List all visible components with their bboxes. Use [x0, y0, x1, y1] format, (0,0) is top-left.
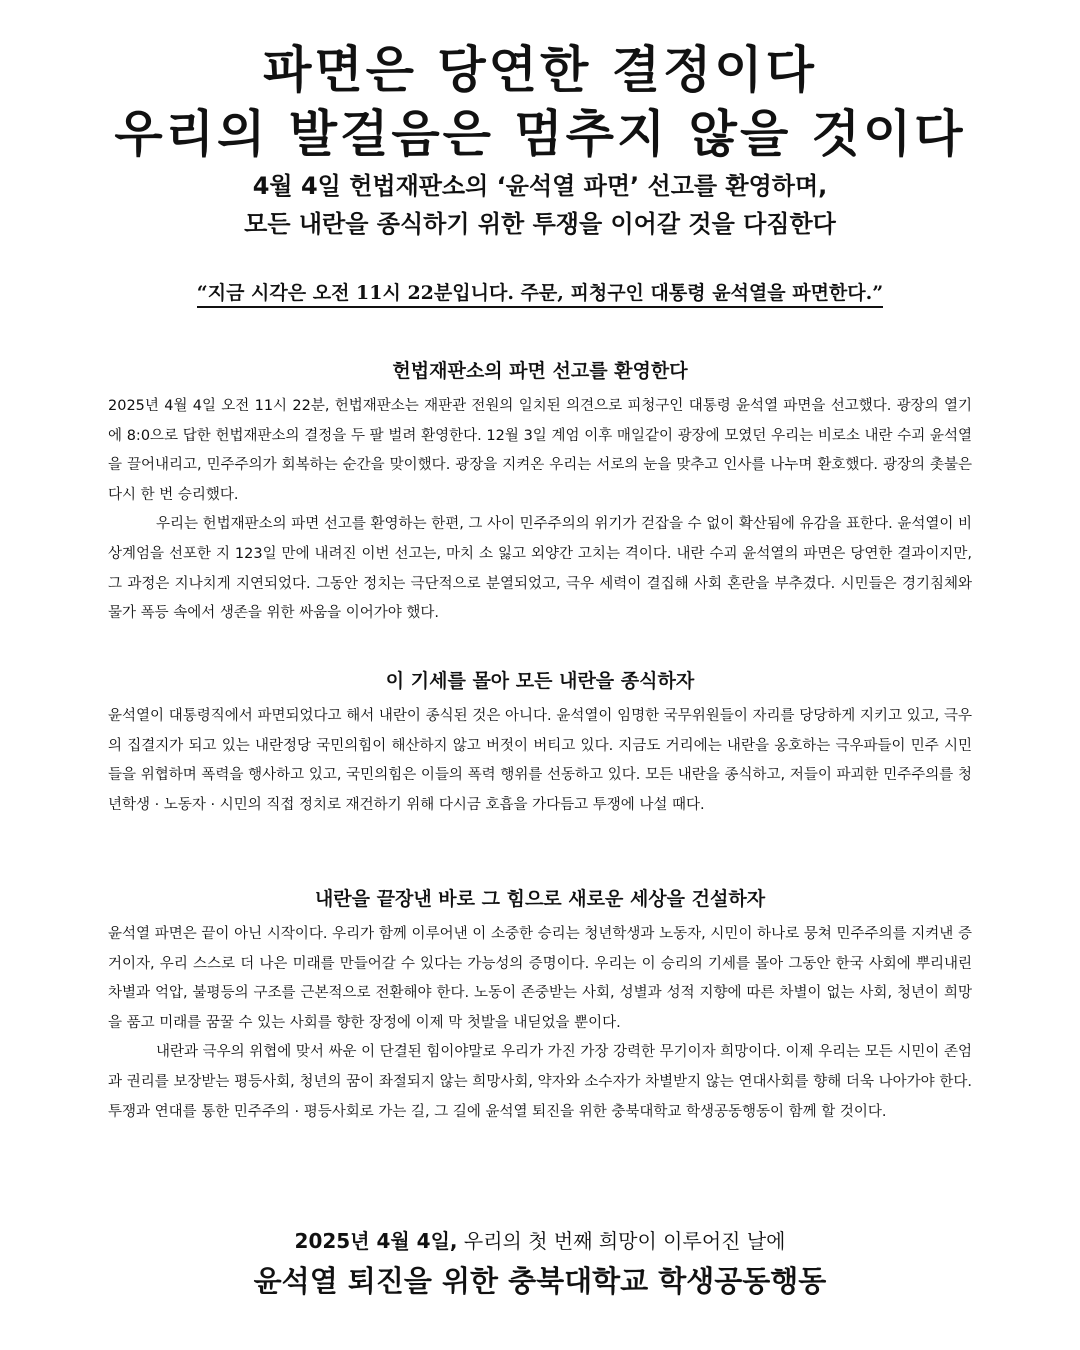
section-end-insurrection [108, 668, 972, 820]
section-heading: 헌법재판소의 파면 선고를 환영한다 [392, 360, 688, 382]
footer-organization: 윤석열 퇴진을 위한 충북대학교 학생공동행동 [253, 1264, 827, 1298]
section-new-world [108, 886, 972, 1127]
footer-date-rest: 우리의 첫 번째 희망이 이루어진 날에 [457, 1229, 786, 1253]
section-paragraph: 내란과 극우의 위협에 맞서 싸운 이 단결된 힘이야말로 우리가 가진 가장 강력한 무기이자 희망이다. 이제 우리는 모든 시민이 존엄과 권리를 보장받는 평등사회, 청년의 꿈이 좌절되지 않는 희망사회, 약자와 소수자가 차별받지 않는 연대사회를 향해 더욱 나아가야 한다. 투쟁과 연대를 통한 민주주의 · 평등사회로 가는 길, 그 길에 윤석열 퇴진을 위한 충북대학교 학생공동행동이 함께 할 것이다. [108, 1044, 972, 1120]
footer-date: 2025년 4월 4일, [294, 1229, 458, 1253]
section-heading: 이 기세를 몰아 모든 내란을 종식하자 [385, 670, 695, 692]
verdict-quote-text: “지금 시각은 오전 11시 22분입니다. 주문, 피청구인 대통령 윤석열을 파면한다.” [197, 282, 883, 308]
subtitle-line-1: 4월 4일 헌법재판소의 ‘윤석열 파면’ 선고를 환영하며, [252, 172, 828, 200]
section-heading: 내란을 끝장낸 바로 그 힘으로 새로운 세상을 건설하자 [314, 888, 766, 910]
section-welcome-verdict [108, 358, 972, 629]
main-title-line-2: 우리의 발걸음은 멈추지 않을 것이다 [114, 105, 966, 163]
section-paragraph: 우리는 헌법재판소의 파면 선고를 환영하는 한편, 그 사이 민주주의의 위기가 걷잡을 수 없이 확산됨에 유감을 표한다. 윤석열이 비상계엄을 선포한 지 123일 만에 내려진 이번 선고는, 마치 소 잃고 외양간 고치는 격이다. 내란 수괴 윤석열의 파면은 당연한 결과이지만, 그 과정은 지나치게 지연되었다. 그동안 정치는 극단적으로 분열되었고, 극우 세력이 결집해 사회 혼란을 부추겼다. 시민들은 경기침체와 물가 폭등 속에서 생존을 위한 싸움을 이어가야 했다. [108, 516, 972, 622]
main-title-line-1: 파면은 당연한 결정이다 [263, 41, 817, 99]
section-paragraph: 윤석열 파면은 끝이 아닌 시작이다. 우리가 함께 이루어낸 이 소중한 승리는 청년학생과 노동자, 시민이 하나로 뭉쳐 민주주의를 지켜낸 증거이자, 우리 스스로 더 나은 미래를 만들어갈 수 있다는 가능성의 증명이다. 우리는 이 승리의 기세를 몰아 그동안 한국 사회에 뿌리내린 차별과 억압, 불평등의 구조를 근본적으로 전환해야 한다. 노동이 존중받는 사회, 성별과 성적 지향에 따른 차별이 없는 사회, 청년이 희망을 품고 미래를 꿈꿀 수 있는 사회를 향한 장정에 이제 막 첫발을 내딛었을 뿐이다. [108, 926, 972, 1031]
section-paragraph: 2025년 4월 4일 오전 11시 22분, 헌법재판소는 재판관 전원의 일치된 의견으로 피청구인 대통령 윤석열 파면을 선고했다. 광장의 열기에 8:0으로 답한 헌법재판소의 결정을 두 팔 벌려 환영한다. 12월 3일 계엄 이후 매일같이 광장에 모였던 우리는 비로소 내란 수괴 윤석열을 끌어내리고, 민주주의가 회복하는 순간을 맞이했다. 광장을 지켜온 우리는 서로의 눈을 맞추고 인사를 나누며 환호했다. 광장의 촛불은 다시 한 번 승리했다. [108, 398, 972, 503]
section-paragraph: 윤석열이 대통령직에서 파면되었다고 해서 내란이 종식된 것은 아니다. 윤석열이 임명한 국무위원들이 자리를 당당하게 지키고 있고, 극우의 집결지가 되고 있는 내란정당 국민의힘이 해산하지 않고 버젓이 버티고 있다. 지금도 거리에는 내란을 옹호하는 극우파들이 민주 시민들을 위협하며 폭력을 행사하고 있고, 국민의힘은 이들의 폭력 행위를 선동하고 있다. 모든 내란을 종식하고, 저들이 파괴한 민주주의를 청년학생 · 노동자 · 시민의 직접 정치로 재건하기 위해 다시금 호흡을 가다듬고 투쟁에 나설 때다. [108, 708, 972, 813]
verdict-quote [0, 278, 1080, 308]
footer-date-line [0, 1226, 1080, 1256]
subtitle-line-2: 모든 내란을 종식하기 위한 투쟁을 이어갈 것을 다짐한다 [244, 210, 836, 238]
